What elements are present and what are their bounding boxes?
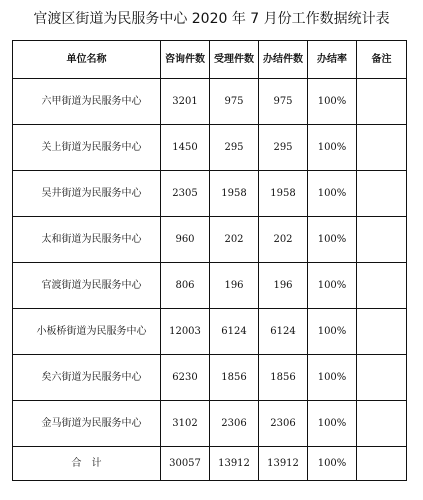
completed-count-cell: 2306 [259,401,308,447]
completed-count-cell: 202 [259,217,308,263]
accepted-count-cell: 2306 [210,401,259,447]
header-completed-count: 办结件数 [259,41,308,79]
completion-rate-cell: 100% [308,355,357,401]
remarks-cell [357,263,407,309]
header-completion-rate: 办结率 [308,41,357,79]
unit-name-cell: 小板桥街道为民服务中心 [13,309,161,355]
completed-count-cell: 295 [259,125,308,171]
header-consult-count: 咨询件数 [161,41,210,79]
accepted-count-cell: 196 [210,263,259,309]
accepted-count-cell: 975 [210,79,259,125]
total-accepted-cell: 13912 [210,447,259,481]
consult-count-cell: 6230 [161,355,210,401]
table-row [13,309,407,355]
table-row [13,171,407,217]
completed-count-cell: 975 [259,79,308,125]
consult-count-cell: 1450 [161,125,210,171]
completed-count-cell: 1958 [259,171,308,217]
accepted-count-cell: 6124 [210,309,259,355]
consult-count-cell: 3102 [161,401,210,447]
table-row [13,401,407,447]
accepted-count-cell: 295 [210,125,259,171]
remarks-cell [357,355,407,401]
remarks-cell [357,217,407,263]
header-unit-name: 单位名称 [13,41,161,79]
total-remarks-cell [357,447,407,481]
table-header-row [13,41,407,79]
remarks-cell [357,125,407,171]
completed-count-cell: 6124 [259,309,308,355]
consult-count-cell: 806 [161,263,210,309]
total-row [13,447,407,481]
total-label-cell: 合 计 [13,447,161,481]
unit-name-cell: 金马街道为民服务中心 [13,401,161,447]
consult-count-cell: 3201 [161,79,210,125]
unit-name-cell: 六甲街道为民服务中心 [13,79,161,125]
unit-name-cell: 关上街道为民服务中心 [13,125,161,171]
consult-count-cell: 12003 [161,309,210,355]
consult-count-cell: 960 [161,217,210,263]
accepted-count-cell: 1958 [210,171,259,217]
completion-rate-cell: 100% [308,79,357,125]
remarks-cell [357,401,407,447]
consult-count-cell: 2305 [161,171,210,217]
header-remarks: 备注 [357,41,407,79]
completion-rate-cell: 100% [308,171,357,217]
table-row [13,355,407,401]
table-row [13,217,407,263]
statistics-table [12,40,407,481]
completed-count-cell: 1856 [259,355,308,401]
total-consult-cell: 30057 [161,447,210,481]
remarks-cell [357,79,407,125]
document-title: 官渡区街道为民服务中心 2020 年 7 月份工作数据统计表 [33,11,390,27]
completion-rate-cell: 100% [308,263,357,309]
header-accepted-count: 受理件数 [210,41,259,79]
unit-name-cell: 矣六街道为民服务中心 [13,355,161,401]
remarks-cell [357,309,407,355]
completion-rate-cell: 100% [308,309,357,355]
table-row [13,79,407,125]
completion-rate-cell: 100% [308,401,357,447]
completed-count-cell: 196 [259,263,308,309]
accepted-count-cell: 202 [210,217,259,263]
table-row [13,263,407,309]
remarks-cell [357,171,407,217]
unit-name-cell: 官渡街道为民服务中心 [13,263,161,309]
unit-name-cell: 吴井街道为民服务中心 [13,171,161,217]
completion-rate-cell: 100% [308,125,357,171]
total-rate-cell: 100% [308,447,357,481]
table-row [13,125,407,171]
accepted-count-cell: 1856 [210,355,259,401]
unit-name-cell: 太和街道为民服务中心 [13,217,161,263]
total-completed-cell: 13912 [259,447,308,481]
completion-rate-cell: 100% [308,217,357,263]
